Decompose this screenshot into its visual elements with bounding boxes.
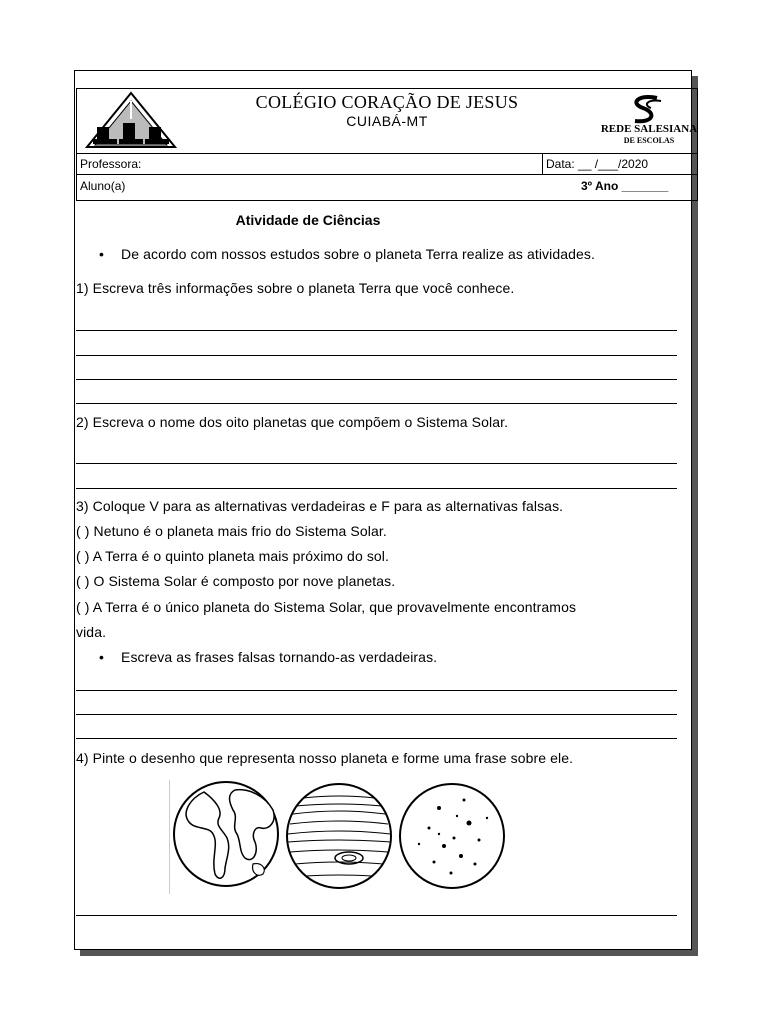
network-name: REDE SALESIANA [600, 123, 698, 135]
intro-text: De acordo com nossos estudos sobre o planeta Terra realize as atividades. [121, 246, 595, 262]
planet-drawings [169, 778, 509, 901]
salesian-s-icon [599, 95, 699, 125]
header-title-row [77, 89, 697, 154]
question-2: 2) Escreva o nome dos oito planetas que compõem o Sistema Solar. [76, 414, 509, 430]
student-grade-row [77, 175, 697, 199]
teacher-field[interactable]: Professora: [80, 157, 142, 171]
grade-field[interactable]: 3º Ano _______ [581, 179, 669, 193]
answer-line[interactable] [76, 738, 677, 739]
answer-line[interactable] [76, 330, 677, 331]
question-4: 4) Pinte o desenho que representa nosso planeta e forme uma frase sobre ele. [76, 750, 574, 766]
tf-item-continuation: vida. [76, 624, 107, 640]
jupiter-drawing-icon[interactable] [287, 784, 391, 888]
activity-title: Atividade de Ciências [235, 212, 381, 228]
cell-divider [542, 154, 543, 174]
bullet-icon: • [99, 246, 104, 262]
tf-item[interactable]: ( ) A Terra é o quinto planeta mais próximo do sol. [76, 548, 390, 564]
school-city: CUIABÁ-MT [346, 113, 428, 129]
answer-line[interactable] [76, 403, 677, 404]
teacher-date-row [77, 154, 697, 175]
answer-line[interactable] [76, 690, 677, 691]
answer-line[interactable] [76, 488, 677, 489]
bullet-icon: • [99, 649, 104, 665]
answer-line[interactable] [76, 463, 677, 464]
question-1: 1) Escreva três informações sobre o planeta Terra que você conhece. [76, 280, 515, 296]
question-3: 3) Coloque V para as alternativas verdadeiras e F para as alternativas falsas. [76, 498, 564, 514]
header-table [76, 88, 698, 201]
answer-line[interactable] [76, 355, 677, 356]
moon-drawing-icon[interactable] [400, 784, 504, 888]
answer-line[interactable] [76, 714, 677, 715]
answer-line[interactable] [76, 915, 677, 916]
network-subtitle: DE ESCOLAS [623, 136, 675, 145]
tf-item[interactable]: ( ) A Terra é o único planeta do Sistema Solar, que provavelmente encontramos [76, 599, 577, 615]
rede-salesiana-logo [599, 95, 699, 149]
student-field[interactable]: Aluno(a) [80, 179, 126, 193]
tf-item[interactable]: ( ) Netuno é o planeta mais frio do Sistema Solar. [76, 523, 387, 539]
earth-drawing-icon[interactable] [174, 782, 278, 886]
answer-line[interactable] [76, 379, 677, 380]
tf-item[interactable]: ( ) O Sistema Solar é composto por nove planetas. [76, 573, 396, 589]
header-box [74, 70, 704, 210]
q3-instruction: Escreva as frases falsas tornando-as verdadeiras. [121, 649, 438, 665]
date-field[interactable]: Data: __ /___/2020 [546, 157, 649, 171]
school-name: COLÉGIO CORAÇÃO DE JESUS [255, 92, 519, 112]
